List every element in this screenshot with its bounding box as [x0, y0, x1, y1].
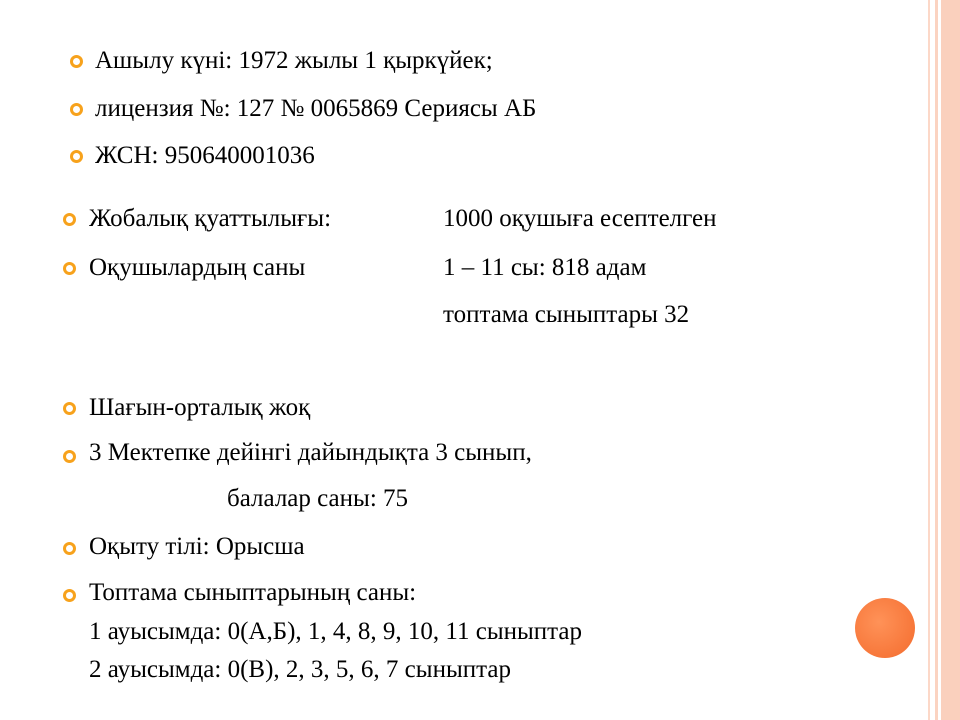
ring-bullet-icon	[63, 589, 76, 602]
students-label: Оқушылардың саны	[89, 254, 306, 281]
students-value: 1 – 11 сы: 818 адам	[443, 254, 647, 281]
group-classes-value: топтама сыныптары 32	[443, 301, 690, 328]
capacity-value: 1000 оқушыға есептелген	[443, 205, 717, 232]
capacity-label: Жобалық қуаттылығы:	[89, 205, 332, 232]
bin-text: ЖСН: 950640001036	[95, 142, 315, 169]
preschool-children-text: балалар саны: 75	[227, 485, 409, 512]
decorative-circle	[855, 598, 915, 658]
preschool-text: 3 Мектепке дейінгі дайындықта 3 сынып,	[89, 439, 532, 466]
language-text: Оқыту тілі: Орысша	[89, 533, 305, 560]
shift2-text: 2 ауысымда: 0(В), 2, 3, 5, 6, 7 сыныптар	[89, 656, 511, 683]
ring-bullet-icon	[70, 55, 83, 68]
ring-bullet-icon	[63, 262, 76, 275]
shift1-text: 1 ауысымда: 0(А,Б), 1, 4, 8, 9, 10, 11 сыныптар	[89, 618, 583, 645]
ring-bullet-icon	[70, 103, 83, 116]
ring-bullet-icon	[70, 150, 83, 163]
stripe	[941, 0, 960, 720]
ring-bullet-icon	[63, 402, 76, 415]
license-text: лицензия №: 127 № 0065869 Сериясы АБ	[95, 95, 537, 122]
ring-bullet-icon	[63, 542, 76, 555]
opening-date-text: Ашылу күні: 1972 жылы 1 қыркүйек;	[95, 47, 493, 74]
classes-title: Топтама сыныптарының саны:	[89, 579, 417, 606]
mini-center-text: Шағын-орталық жоқ	[89, 394, 311, 421]
decorative-stripes	[928, 0, 960, 720]
ring-bullet-icon	[63, 450, 76, 463]
ring-bullet-icon	[63, 213, 76, 226]
